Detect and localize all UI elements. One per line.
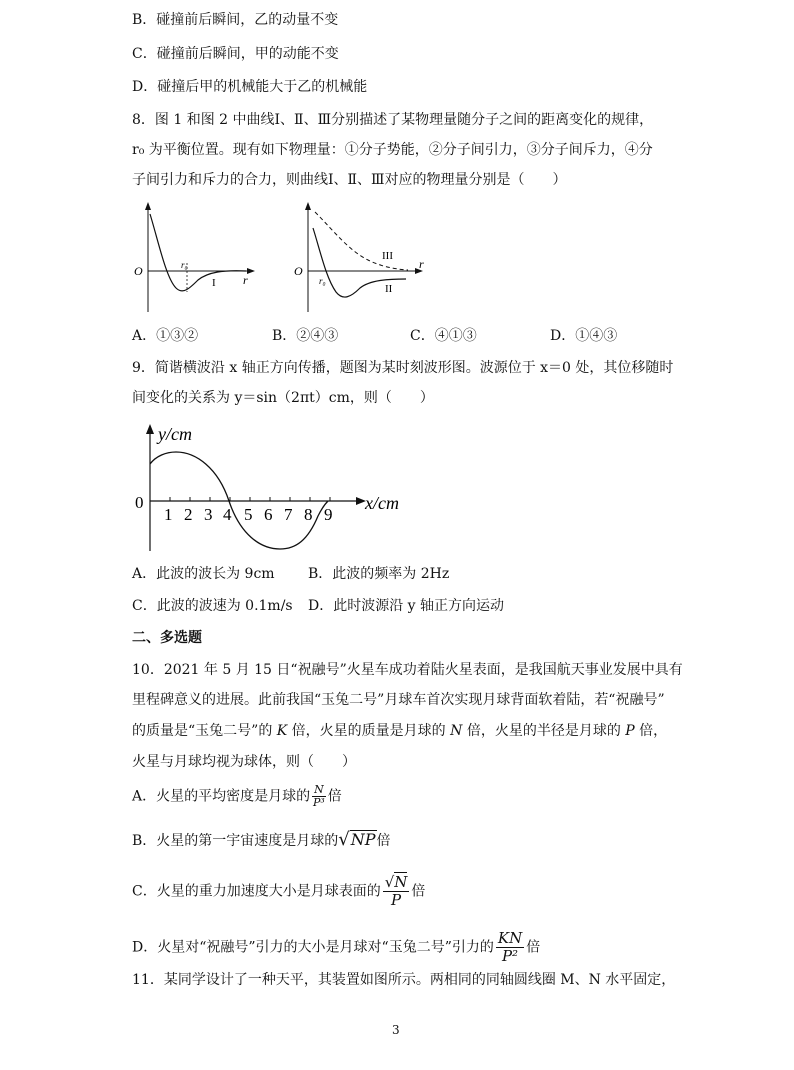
fig2-curve-iii [315,212,408,270]
fig1-r-arrow [247,268,255,274]
q9-tick-9: 9 [324,505,333,524]
q10-option-b-suffix: 倍 [376,833,391,849]
q10-option-d-denominator: P² [501,947,519,965]
q9-tick-6: 6 [264,505,273,524]
q10-option-c-radical-sign: √ [384,873,395,891]
q10-line3-part-d: 倍， [634,723,668,739]
q8-stem-line2: r₀ 为平衡位置。现有如下物理量：①分子势能，②分子间引力，③分子间斥力，④分 [132,142,653,158]
q10-option-a-suffix: 倍 [327,788,342,805]
q7-option-c: C．碰撞前后瞬间，甲的动能不变 [132,46,339,62]
q10-option-d-suffix: 倍 [526,939,541,956]
fig2-origin-label: O [294,264,303,278]
q9-x-ticks [170,497,330,501]
q10-option-d [132,930,540,965]
fig1-y-arrow [145,202,151,210]
fig2-curve-iii-label: III [382,250,393,262]
q10-option-c-numerator [383,874,410,892]
q10-stem-line2: 里程碑意义的进展。此前我国“玉兔二号”月球车首次实现月球背面软着陆，若“祝融号” [132,692,665,708]
q8-stem-line3: 子间引力和斥力的合力，则曲线Ⅰ、Ⅱ、Ⅲ对应的物理量分别是（ ） [132,172,567,188]
q9-tick-2: 2 [184,505,193,524]
fig1-r0-label: r₀ [181,260,188,270]
q8-option-c: C．④①③ [410,328,477,344]
q9-wave-graph [128,418,418,552]
q9-tick-1: 1 [164,505,173,524]
q10-stem-line3 [132,721,667,741]
q10-option-c-suffix: 倍 [411,883,426,900]
q8-option-a: A．①③② [132,328,199,344]
q10-line3-part-c: 倍，火星的半径是月球的 [462,723,626,739]
q8-option-b: B．②④③ [272,328,339,344]
q7-option-d: D．碰撞后甲的机械能大于乙的机械能 [132,79,368,95]
section-multiple-choice-heading: 二、多选题 [132,630,202,646]
q9-tick-4: 4 [223,505,232,524]
fig2-r0-label: r₀ [319,276,326,286]
q10-option-b [132,830,391,851]
q10-option-b-text: B．火星的第一宇宙速度是月球的 [132,833,339,849]
q9-option-d: D．此时波源沿 y 轴正方向运动 [308,598,505,614]
q9-stem-line1: 9．简谐横波沿 x 轴正方向传播，题图为某时刻波形图。波源位于 x＝0 处，其位移随时 [132,360,674,376]
q10-var-k: K [276,723,288,739]
q10-option-c [132,874,425,909]
q10-line3-part-a: 的质量是“玉兔二号”的 [132,723,277,739]
q10-var-p: P [625,723,635,739]
q10-option-d-text: D．火星对“祝融号”引力的大小是月球对“玉兔二号”引力的 [132,939,494,956]
q10-option-d-numerator: KN [497,929,523,947]
q10-option-a-text: A．火星的平均密度是月球的 [132,788,311,805]
q9-tick-8: 8 [304,505,313,524]
q9-option-c: C．此波的波速为 0.1m/s [132,598,293,614]
fig2-r-label: r [419,257,424,271]
q10-option-c-radicand: N [394,873,408,891]
q9-origin-label: 0 [135,493,144,512]
q10-option-a [132,784,342,809]
q9-tick-5: 5 [244,505,253,524]
fig1-r-label: r [243,273,248,287]
fig1-curve-label: I [212,277,216,289]
q10-stem-line4: 火星与月球均视为球体，则（ ） [132,754,356,770]
q10-option-c-fraction [383,874,410,909]
page-number: 3 [392,1023,400,1037]
q10-option-c-text: C．火星的重力加速度大小是月球表面的 [132,883,381,900]
q9-x-label: x/cm [365,493,399,513]
fig2-curve-ii-label: II [385,283,393,295]
q7-option-b: B．碰撞前后瞬间，乙的动量不变 [132,12,339,28]
q10-option-b-radical-sign: √ [338,829,350,850]
q8-figure-1 [128,200,258,315]
q9-option-a: A．此波的波长为 9cm [132,566,275,582]
fig1-curve-i [150,214,246,291]
q9-stem-line2: 间变化的关系为 y＝sin（2πt）cm，则（ ） [132,390,434,406]
fig1-origin-label: O [134,264,143,278]
q8-stem-line1: 8．图 1 和图 2 中曲线Ⅰ、Ⅱ、Ⅲ分别描述了某物理量随分子之间的距离变化的规律， [132,112,654,128]
q9-tick-3: 3 [204,505,213,524]
q10-line3-part-b: 倍，火星的质量是月球的 [287,723,451,739]
q10-option-a-denominator: P³ [313,796,325,809]
q10-option-a-fraction [312,784,326,809]
q10-stem-line1: 10．2021 年 5 月 15 日“祝融号”火星车成功着陆火星表面，是我国航天事业发展中具有 [132,662,683,678]
q9-y-label: y/cm [158,424,192,444]
q10-option-b-radicand: NP [350,830,376,849]
q9-y-arrow [146,424,154,434]
q8-option-d: D．①④③ [550,328,618,344]
q11-stem-line1: 11．某同学设计了一种天平，其装置如图所示。两相同的同轴圆线圈 M、N 水平固定， [132,972,676,988]
q10-option-d-fraction [496,930,524,965]
q8-figure-2 [288,200,428,315]
q10-option-a-numerator: N [314,783,324,796]
q10-option-c-denominator: P [391,891,402,909]
q9-tick-7: 7 [284,505,293,524]
q9-option-b: B．此波的频率为 2Hz [308,566,450,582]
fig2-y-arrow [305,202,311,210]
q10-var-n: N [450,723,463,739]
